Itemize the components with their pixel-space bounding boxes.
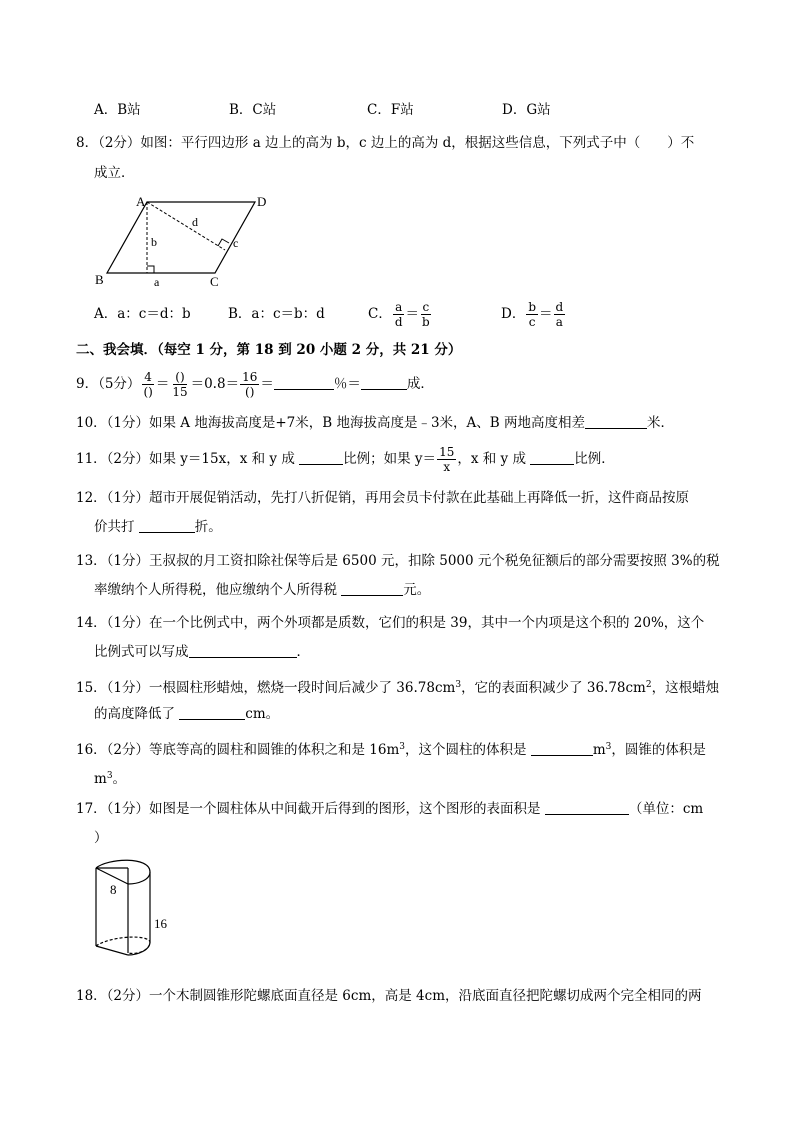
q13-line2: 率缴纳个人所得税，他应缴纳个人所得税 元。 bbox=[94, 582, 431, 598]
section-2-header: 二、我会填．（每空 1 分，第 18 到 20 小题 2 分，共 21 分） bbox=[76, 342, 462, 358]
side-a-label: a bbox=[154, 275, 160, 289]
q8-text-line1: 8．（2分）如图：平行四边形 a 边上的高为 b，c 边上的高为 d，根据这些信息，下列式子中（ ）不 bbox=[76, 135, 695, 151]
side-c-label: c bbox=[233, 236, 239, 250]
q8-option-b: B．a：c＝b：d bbox=[228, 306, 325, 322]
vertex-b-label: B bbox=[95, 272, 104, 287]
q17-line2: ） bbox=[94, 830, 108, 846]
q10-blank[interactable] bbox=[585, 414, 647, 429]
q15-line2: 的高度降低了 cm。 bbox=[94, 706, 280, 722]
q17-line1: 17．（1分）如图是一个圆柱体从中间截开后得到的图形，这个图形的表面积是 （单位：cm bbox=[76, 801, 704, 817]
height-b-label: b bbox=[151, 235, 157, 249]
q12-blank[interactable] bbox=[139, 518, 195, 533]
q14-line1: 14．（1分）在一个比例式中，两个外项都是质数，它们的积是 39，其中一个内项是这个积的 20%，这个 bbox=[76, 615, 705, 631]
q7-option-d: D．G站 bbox=[502, 102, 551, 118]
q15-line1: 15．（1分）一根圆柱形蜡烛，燃烧一段时间后减少了 $36.78cm^3$，它的表面积减少了 $36.78cm^2$，这根蜡烛 bbox=[76, 680, 720, 696]
q8-option-d: D． $\frac{b}{c}$ ＝ $\frac{d}{a}$ bbox=[501, 300, 564, 329]
q7-option-b: B．C站 bbox=[229, 102, 277, 118]
q9: 9．（5分） $\frac{4}{()}$ ＝ $\frac{()}{15}$ ＝0.8＝ $\frac{16}{()}$ ＝ ％＝ 成． bbox=[76, 370, 434, 399]
height-label: 16 bbox=[154, 916, 167, 931]
q11: 11．（2分）如果 y＝15x，x 和 y 成 比例；如果 y＝ $\frac{15}{x}$ ，x 和 y 成 比例． bbox=[76, 445, 615, 474]
q11-blank-1[interactable] bbox=[299, 450, 343, 465]
parallelogram-figure bbox=[90, 192, 270, 292]
q7-option-c: C．F站 bbox=[367, 102, 414, 118]
q16-blank-1[interactable] bbox=[531, 741, 593, 756]
q13-blank[interactable] bbox=[341, 581, 403, 596]
q8-option-c: C． $\frac{a}{d}$ ＝ $\frac{c}{b}$ bbox=[368, 300, 430, 329]
q11-blank-2[interactable] bbox=[530, 450, 574, 465]
q8-text-line2: 成立． bbox=[94, 165, 135, 181]
q9-blank-2[interactable] bbox=[361, 375, 407, 390]
q9-blank-1[interactable] bbox=[274, 375, 334, 390]
q7-option-a: A．B站 bbox=[94, 102, 141, 118]
height-d-label: d bbox=[192, 215, 198, 229]
q13-line1: 13．（1分）王叔叔的月工资扣除社保等后是 6500 元，扣除 5000 元个税免征额后的部分需要按照 3%的税 bbox=[76, 553, 720, 569]
q18-line1: 18．（2分）一个木制圆锥形陀螺底面直径是 6cm，高是 4cm，沿底面直径把陀螺切成两个完全相同的两 bbox=[76, 988, 702, 1004]
radius-label: 8 bbox=[110, 882, 117, 897]
q12-line2: 价共打 折。 bbox=[94, 519, 222, 535]
q17-blank[interactable] bbox=[545, 800, 629, 815]
q16-line2: $m^3$。 bbox=[94, 771, 127, 787]
q16-line1: 16．（2分）等底等高的圆柱和圆锥的体积之和是 $16m^3$，这个圆柱的体积是 $m^3$，圆锥的体积是 bbox=[76, 742, 706, 758]
q15-blank[interactable] bbox=[179, 705, 245, 720]
vertex-c-label: C bbox=[210, 274, 219, 289]
half-cylinder-figure bbox=[88, 858, 188, 976]
q8-option-a: A．a：c＝d：b bbox=[94, 306, 191, 322]
q14-line2: 比例式可以写成 ． bbox=[94, 644, 310, 660]
q14-blank[interactable] bbox=[189, 643, 297, 658]
q12-line1: 12．（1分）超市开展促销活动，先打八折促销，再用会员卡付款在此基础上再降低一折，这件商品按原 bbox=[76, 490, 690, 506]
q10: 10．（1分）如果 A 地海拔高度是+7米，B 地海拔高度是﹣3米，A、B 两地高度相差 米． bbox=[76, 415, 675, 431]
vertex-d-label: D bbox=[257, 194, 267, 209]
vertex-a-label: A bbox=[136, 194, 146, 209]
